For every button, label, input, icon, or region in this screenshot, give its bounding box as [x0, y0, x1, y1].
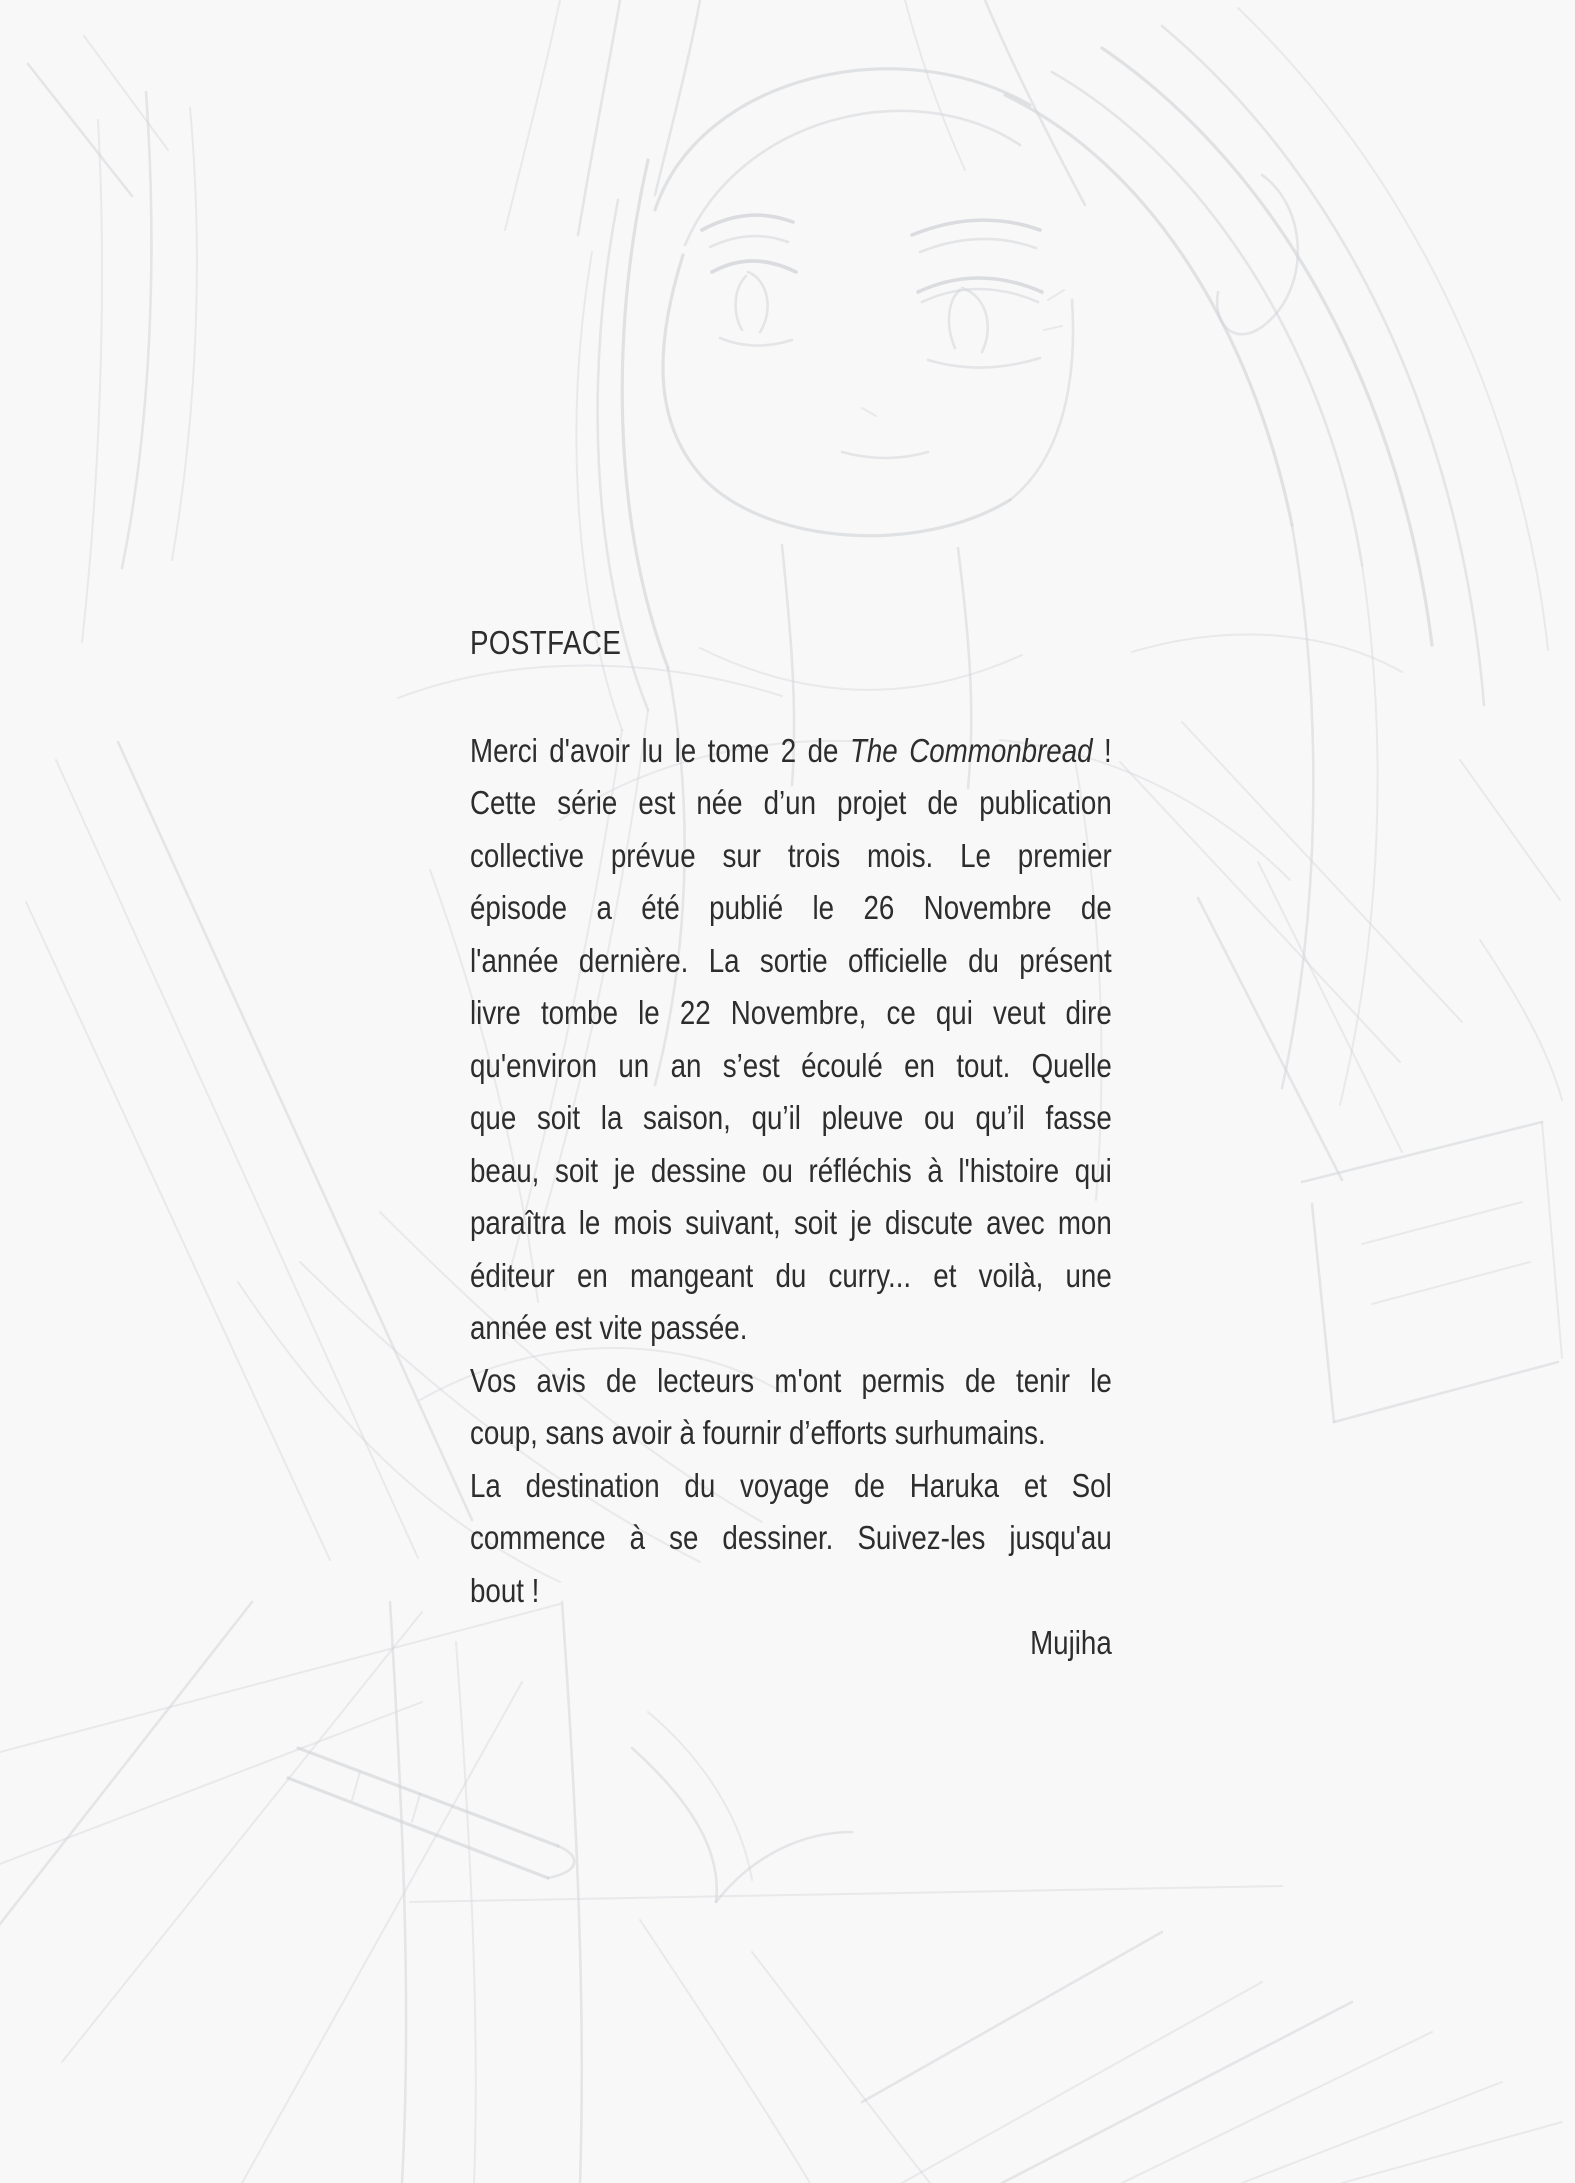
- paragraph: [470, 1460, 1112, 1618]
- postface-content: [470, 617, 1112, 1670]
- text-line: année est vite passée.: [470, 1309, 748, 1346]
- text-line: beau, soit je dessine ou réfléchis à l'histoire qui: [470, 1151, 1112, 1189]
- text-line: Cette série est née d’un projet de publication: [470, 784, 1112, 821]
- text-line: collective prévue sur trois mois. Le premier: [470, 836, 1112, 874]
- text-line: que soit la saison, qu’il pleuve ou qu’il fasse: [470, 1099, 1112, 1136]
- text-line: bout !: [470, 1571, 540, 1609]
- text-segment: !: [1092, 731, 1112, 769]
- text-line: l'année dernière. La sortie officielle du présent: [470, 941, 1112, 979]
- text-line: éditeur en mangeant du curry... et voilà, une: [470, 1256, 1112, 1294]
- text-line: Vos avis de lecteurs m'ont permis de tenir le: [470, 1361, 1112, 1399]
- book-title-italic: The Commonbread: [849, 731, 1093, 769]
- text-line: [470, 725, 1112, 778]
- text-line: paraîtra le mois suivant, soit je discute avec mon: [470, 1204, 1112, 1241]
- paragraph: [470, 725, 1112, 1355]
- author-signature: Mujiha: [1030, 1624, 1112, 1661]
- text-segment: Merci d'avoir lu le tome 2 de: [470, 731, 850, 769]
- text-line: commence à se dessiner. Suivez-les jusqu'au: [470, 1519, 1112, 1556]
- paragraph: [470, 1355, 1112, 1460]
- text-line: épisode a été publié le 26 Novembre de: [470, 889, 1112, 926]
- text-line: La destination du voyage de Haruka et Sol: [470, 1466, 1112, 1504]
- postface-body: [470, 725, 1112, 1618]
- text-line: qu'environ un an s’est écoulé en tout. Quelle: [470, 1046, 1112, 1084]
- text-line: coup, sans avoir à fournir d’efforts surhumains.: [470, 1414, 1046, 1451]
- page-title: POSTFACE: [470, 624, 622, 661]
- text-line: livre tombe le 22 Novembre, ce qui veut dire: [470, 994, 1112, 1031]
